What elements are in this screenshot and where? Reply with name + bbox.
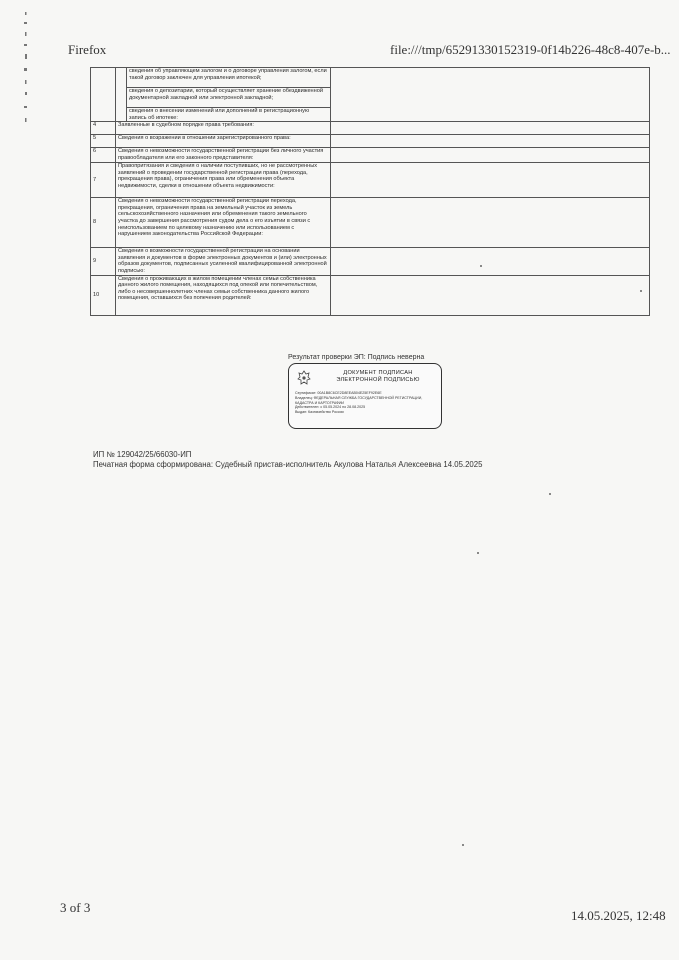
- scan-margin-marks: [22, 10, 30, 130]
- table-cell-label: Заявленные в судебном порядке права требования:: [116, 122, 331, 135]
- scan-speck: [462, 844, 464, 846]
- scan-speck: [477, 552, 479, 554]
- table-cell-label: Сведения о невозможности государственной регистрации без личного участия правообладателя или его законного представителя:: [116, 148, 331, 163]
- registry-table: [90, 67, 650, 316]
- table-cell-label: Сведения о проживающих в жилом помещении членах семьи собственника данного жилого помещения, находящихся под опекой или попечительством, либо о несовершеннолетних членах семьи собственника данного жилого помещения, оставшихся без попечения родителей:: [116, 275, 331, 315]
- signature-block: [288, 354, 448, 429]
- ip-number: ИП № 129042/25/66030-ИП: [93, 450, 192, 459]
- table-cell-num: 4: [91, 122, 116, 135]
- table-cell-label: Сведения о возражении в отношении зарегистрированного права:: [116, 135, 331, 148]
- scan-speck: [549, 493, 551, 495]
- table-cell-label: Правопритязания и сведения о наличии поступивших, но не рассмотренных заявлений о проведении государственной регистрации права (перехода, прекращения права), ограничения права или обременения объекта недвижимости, сделки в отношении объекта недвижимости:: [116, 163, 331, 198]
- table-cell-num: 7: [91, 163, 116, 198]
- browser-app-name: Firefox: [68, 42, 107, 57]
- stamp-title-line-2: ЭЛЕКТРОННОЙ ПОДПИСЬЮ: [336, 376, 420, 383]
- signature-check-result: Результат проверки ЭП: Подпись неверна: [288, 354, 425, 361]
- page-counter: 3 of 3: [60, 900, 91, 915]
- table-cell-label: сведения о внесении изменений или дополнений в регистрационную запись об ипотеке:: [127, 108, 331, 122]
- stamp-title-line-1: ДОКУМЕНТ ПОДПИСАН: [343, 370, 413, 376]
- table-cell-num: 10: [91, 275, 116, 315]
- table-cell-label: Сведения о невозможности государственной регистрации перехода, прекращения, ограничения права на земельный участок из земель сельскохозяйственного назначения или обременения такого земельного участка до завершения рассмотрения судом дела о его изъятии в связи с неиспользованием по целевому назначению или использованием с нарушением законодательства Российской Федерации:: [116, 198, 331, 248]
- signature-stamp: [288, 363, 442, 429]
- table-row: [91, 148, 650, 163]
- scan-speck: [640, 290, 642, 292]
- document-info: [93, 450, 482, 470]
- table-cell-num: 8: [91, 198, 116, 248]
- table-row: [91, 135, 650, 148]
- table-cell-label: сведения об управляющем залогом и о договоре управления залогом, если такой договор заключен для управления ипотекой;: [127, 68, 331, 88]
- table-cell-num: 9: [91, 248, 116, 275]
- state-emblem-icon: [297, 370, 311, 386]
- table-cell-num: 5: [91, 135, 116, 148]
- table-row: [91, 122, 650, 135]
- stamp-valid: Действителен: с 05.05.2024 по 28.08.2025: [295, 405, 366, 410]
- stamp-owner: Владелец: ФЕДЕРАЛЬНАЯ СЛУЖБА ГОСУДАРСТВЕННОЙ РЕГИСТРАЦИИ, КАДАСТРА И КАРТОГРАФИИ: [295, 395, 423, 405]
- table-row: [91, 248, 650, 275]
- scan-speck: [480, 265, 482, 267]
- table-row: [91, 163, 650, 198]
- stamp-certificate: Сертификат: 00A1B8C6CE2D8EEAB04E25EF92E6E: [295, 391, 382, 395]
- table-row: [91, 68, 650, 88]
- stamp-issuer: Выдан: Казначейство России: [295, 410, 344, 415]
- page-url: file:///tmp/65291330152319-0f14b226-48c8-407e-b...: [390, 42, 671, 57]
- table-row: [91, 275, 650, 315]
- table-row: [91, 198, 650, 248]
- print-timestamp: 14.05.2025, 12:48: [571, 908, 666, 923]
- table-cell-label: Сведения о возможности государственной регистрации на основании заявления и документов в форме электронных документов и (или) электронных образов документов, подписанных усиленной квалифицированной электронной подписью:: [116, 248, 331, 275]
- table-cell-label: сведения о депозитарии, который осуществляет хранение обездвиженной документарной закладной или электронной закладной;: [127, 88, 331, 108]
- table-cell-num: 6: [91, 148, 116, 163]
- printed-by: Печатная форма сформирована: Судебный пристав-исполнитель Акулова Наталья Алексеевна 14.05.2025: [93, 460, 483, 469]
